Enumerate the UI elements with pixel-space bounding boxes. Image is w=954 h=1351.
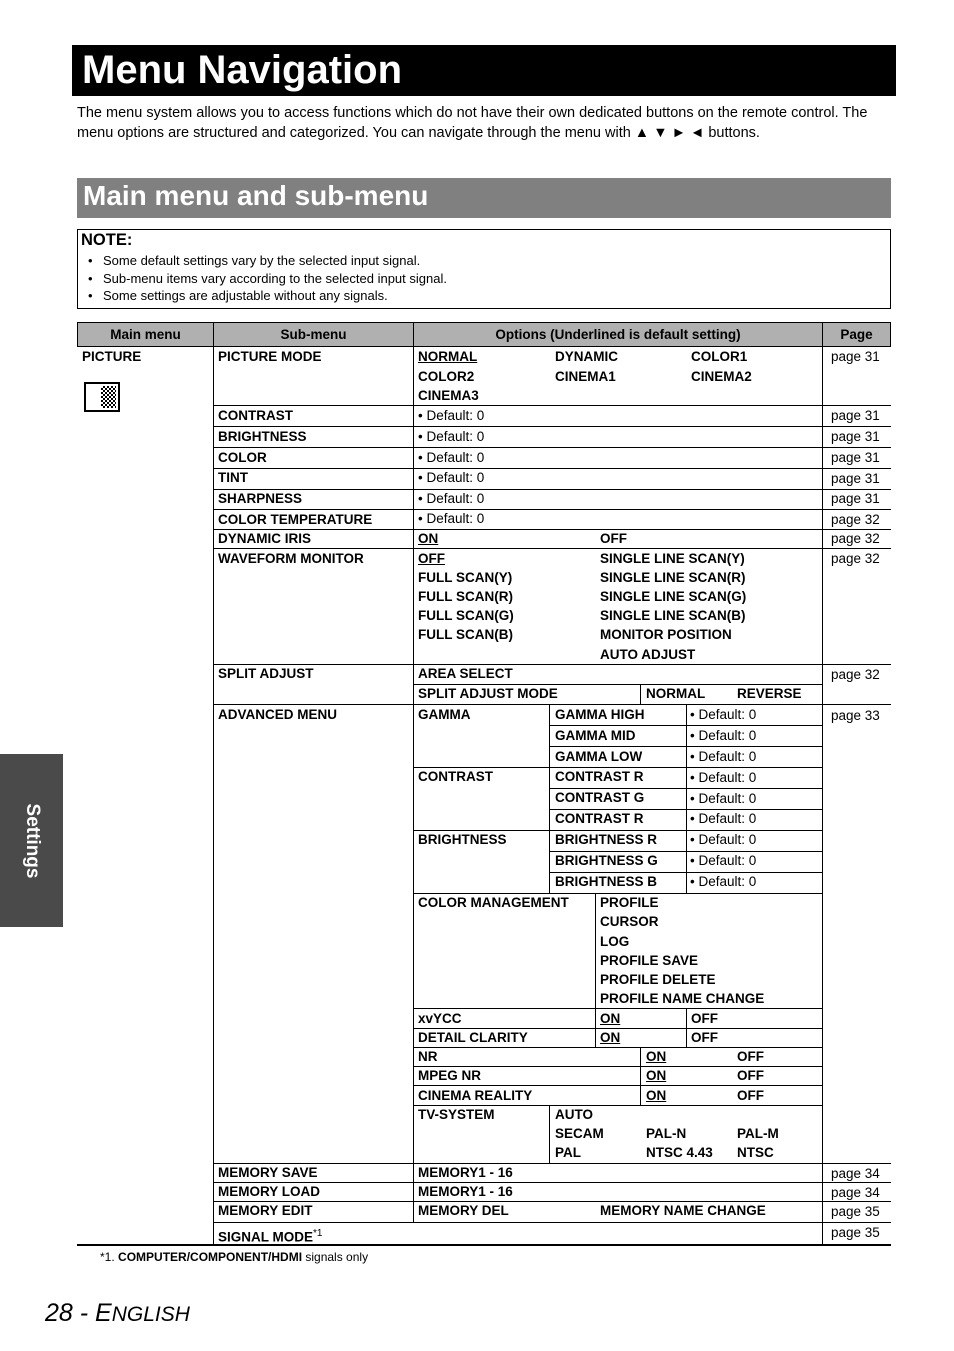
- default-value: Default: 0: [698, 770, 757, 785]
- page-ref: page 32: [831, 512, 880, 527]
- cm-log: LOG: [600, 934, 630, 949]
- default-value: Default: 0: [426, 408, 485, 423]
- adv-brightness: BRIGHTNESS: [418, 832, 507, 847]
- divider: [213, 664, 891, 665]
- opt-on: ON: [646, 1049, 667, 1064]
- divider: [213, 489, 891, 490]
- note-item: • Some settings are adjustable without any signals.: [78, 287, 447, 305]
- divider: [213, 1222, 891, 1223]
- page-ref: page 34: [831, 1166, 880, 1181]
- adv-gamma-high: GAMMA HIGH: [555, 707, 645, 722]
- adv-brightness-g: BRIGHTNESS G: [555, 853, 658, 868]
- opt-memory-name-change: MEMORY NAME CHANGE: [600, 1203, 766, 1218]
- default-value: Default: 0: [426, 470, 485, 485]
- opt-dynamic: DYNAMIC: [555, 349, 618, 364]
- tv-secam: SECAM: [555, 1126, 604, 1141]
- page-number: 28 -: [45, 1299, 96, 1327]
- default-bullet: • Default: 0: [690, 874, 757, 889]
- divider: [213, 405, 891, 406]
- opt-cinema3: CINEMA3: [418, 388, 479, 403]
- opt-memory-save: MEMORY1 - 16: [418, 1165, 513, 1180]
- sub-picture-mode: PICTURE MODE: [218, 349, 322, 364]
- page-ref: page 31: [831, 491, 880, 506]
- col-header-main-menu: Main menu: [77, 322, 214, 347]
- opt-single-line-y: SINGLE LINE SCAN(Y): [600, 551, 745, 566]
- opt-full-scan-b: FULL SCAN(B): [418, 627, 513, 642]
- tv-pal-m: PAL-M: [737, 1126, 779, 1141]
- side-tab: [0, 754, 63, 927]
- opt-memory-load: MEMORY1 - 16: [418, 1184, 513, 1199]
- opt-single-line-g: SINGLE LINE SCAN(G): [600, 589, 747, 604]
- sub-dynamic-iris: DYNAMIC IRIS: [218, 531, 312, 546]
- note-box: [77, 229, 891, 309]
- col-header-sub-menu: Sub-menu: [213, 322, 414, 347]
- sub-memory-load: MEMORY LOAD: [218, 1184, 321, 1199]
- note-title: NOTE:: [81, 231, 133, 249]
- note-item: • Sub-menu items vary according to the selected input signal.: [78, 270, 447, 288]
- page-ref: page 35: [831, 1204, 880, 1219]
- page-ref: page 32: [831, 667, 880, 682]
- divider: [549, 704, 550, 893]
- sub-memory-save: MEMORY SAVE: [218, 1165, 318, 1180]
- default-value: Default: 0: [698, 832, 757, 847]
- signal-mode-label: SIGNAL MODE: [218, 1229, 314, 1245]
- footnote-mark: *1.: [100, 1250, 115, 1264]
- footnote-ref: *1: [313, 1228, 323, 1239]
- default-value: Default: 0: [426, 450, 485, 465]
- opt-color1: COLOR1: [691, 349, 748, 364]
- picture-mode-icon: [84, 382, 120, 412]
- adv-gamma-mid: GAMMA MID: [555, 728, 636, 743]
- divider: [213, 347, 214, 1246]
- default-value: Default: 0: [698, 749, 757, 764]
- default-bullet: • Default: 0: [690, 791, 757, 806]
- opt-normal: NORMAL: [418, 349, 478, 364]
- tv-pal-n: PAL-N: [646, 1126, 687, 1141]
- page-title: Menu Navigation: [82, 48, 403, 92]
- page-ref: page 31: [831, 450, 880, 465]
- opt-color2: COLOR2: [418, 369, 475, 384]
- default-value: Default: 0: [426, 429, 485, 444]
- opt-area-select: AREA SELECT: [418, 666, 513, 681]
- opt-reverse: REVERSE: [737, 686, 802, 701]
- adv-contrast-g: CONTRAST G: [555, 790, 645, 805]
- opt-off: OFF: [737, 1049, 764, 1064]
- picture-icon-pattern: [101, 386, 116, 408]
- divider: [686, 704, 687, 893]
- cm-profile-delete: PROFILE DELETE: [600, 972, 716, 987]
- page-ref: page 35: [831, 1225, 880, 1240]
- default-bullet: • Default: 0: [690, 728, 757, 743]
- footer-lang-rest: NGLISH: [111, 1303, 190, 1326]
- default-bullet: • Default: 0: [418, 429, 485, 444]
- title-bar: [72, 45, 896, 96]
- page-ref: page 31: [831, 429, 880, 444]
- adv-contrast-r: CONTRAST R: [555, 769, 644, 784]
- default-bullet: • Default: 0: [418, 511, 485, 526]
- side-tab-label: Settings: [21, 803, 43, 878]
- opt-off: OFF: [418, 551, 445, 566]
- sub-sharpness: SHARPNESS: [218, 491, 303, 506]
- adv-xvycc: xvYCC: [418, 1011, 462, 1026]
- adv-gamma-low: GAMMA LOW: [555, 749, 643, 764]
- opt-off: OFF: [737, 1088, 764, 1103]
- divider: [549, 1105, 550, 1163]
- sub-brightness: BRIGHTNESS: [218, 429, 307, 444]
- sub-memory-edit: MEMORY EDIT: [218, 1203, 313, 1218]
- opt-on: ON: [646, 1088, 667, 1103]
- divider: [213, 426, 891, 427]
- sub-contrast: CONTRAST: [218, 408, 293, 423]
- adv-brightness-r: BRIGHTNESS R: [555, 832, 658, 847]
- divider: [640, 1047, 641, 1105]
- note-list: [78, 252, 447, 305]
- opt-single-line-r: SINGLE LINE SCAN(R): [600, 570, 746, 585]
- opt-on: ON: [418, 531, 439, 546]
- sub-color: COLOR: [218, 450, 267, 465]
- opt-monitor-position: MONITOR POSITION: [600, 627, 732, 642]
- divider: [413, 347, 414, 1223]
- default-bullet: • Default: 0: [690, 811, 757, 826]
- page-ref: page 31: [831, 408, 880, 423]
- opt-cinema1: CINEMA1: [555, 369, 616, 384]
- adv-gamma: GAMMA: [418, 707, 471, 722]
- opt-off: OFF: [737, 1068, 764, 1083]
- adv-contrast-r2: CONTRAST R: [555, 811, 644, 826]
- opt-on: ON: [600, 1011, 621, 1026]
- default-bullet: • Default: 0: [690, 770, 757, 785]
- default-bullet: • Default: 0: [418, 450, 485, 465]
- adv-color-management: COLOR MANAGEMENT: [418, 895, 569, 910]
- note-item: • Some default settings vary by the selected input signal.: [78, 252, 447, 270]
- default-value: Default: 0: [698, 811, 757, 826]
- tv-ntsc: NTSC: [737, 1145, 774, 1160]
- col-header-options: Options (Underlined is default setting): [413, 322, 823, 347]
- opt-off: OFF: [600, 531, 627, 546]
- divider: [822, 347, 823, 1246]
- tv-auto: AUTO: [555, 1107, 594, 1122]
- default-value: Default: 0: [698, 728, 757, 743]
- sub-split-adjust: SPLIT ADJUST: [218, 666, 314, 681]
- main-menu-picture: PICTURE: [82, 349, 142, 364]
- page-footer: [45, 1299, 190, 1328]
- cm-profile-save: PROFILE SAVE: [600, 953, 699, 968]
- footer-lang-initial: E: [95, 1299, 112, 1327]
- cm-profile-name-change: PROFILE NAME CHANGE: [600, 991, 765, 1006]
- page-ref: page 33: [831, 708, 880, 723]
- opt-on: ON: [600, 1030, 621, 1045]
- adv-mpeg-nr: MPEG NR: [418, 1068, 482, 1083]
- page-ref: page 34: [831, 1185, 880, 1200]
- opt-full-scan-g: FULL SCAN(G): [418, 608, 514, 623]
- default-bullet: • Default: 0: [418, 491, 485, 506]
- divider: [213, 468, 891, 469]
- default-bullet: • Default: 0: [690, 832, 757, 847]
- opt-off: OFF: [691, 1011, 718, 1026]
- sub-waveform-monitor: WAVEFORM MONITOR: [218, 551, 364, 566]
- adv-cinema-reality: CINEMA REALITY: [418, 1088, 533, 1103]
- default-value: Default: 0: [698, 874, 757, 889]
- opt-on: ON: [646, 1068, 667, 1083]
- default-bullet: • Default: 0: [418, 470, 485, 485]
- opt-single-line-b: SINGLE LINE SCAN(B): [600, 608, 746, 623]
- adv-contrast: CONTRAST: [418, 769, 493, 784]
- page-ref: page 32: [831, 551, 880, 566]
- default-value: Default: 0: [426, 491, 485, 506]
- opt-auto-adjust: AUTO ADJUST: [600, 647, 696, 662]
- opt-memory-del: MEMORY DEL: [418, 1203, 509, 1218]
- cm-cursor: CURSOR: [600, 914, 659, 929]
- col-header-page: Page: [822, 322, 891, 347]
- opt-full-scan-r: FULL SCAN(R): [418, 589, 513, 604]
- default-bullet: • Default: 0: [690, 749, 757, 764]
- default-bullet: • Default: 0: [690, 707, 757, 722]
- section-title: Main menu and sub-menu: [83, 180, 429, 211]
- intro-text: The menu system allows you to access functions which do not have their own dedicated buttons on the remote control. The menu options are structured and categorized. You can navigate through the menu with ▲ ▼ ► ◄ buttons.: [77, 105, 868, 141]
- cm-profile: PROFILE: [600, 895, 659, 910]
- divider: [640, 684, 641, 704]
- opt-full-scan-y: FULL SCAN(Y): [418, 570, 513, 585]
- tv-pal: PAL: [555, 1145, 581, 1160]
- default-value: Default: 0: [698, 791, 757, 806]
- tv-ntsc-443: NTSC 4.43: [646, 1145, 713, 1160]
- adv-detail-clarity: DETAIL CLARITY: [418, 1030, 528, 1045]
- opt-off: OFF: [691, 1030, 718, 1045]
- sub-signal-mode: [218, 1224, 322, 1247]
- page-ref: page 32: [831, 531, 880, 546]
- sub-color-temperature: COLOR TEMPERATURE: [218, 512, 373, 527]
- default-bullet: • Default: 0: [418, 408, 485, 423]
- sub-tint: TINT: [218, 470, 248, 485]
- default-value: Default: 0: [698, 707, 757, 722]
- divider: [213, 447, 891, 448]
- page-ref: page 31: [831, 471, 880, 486]
- footnote-signals: COMPUTER/COMPONENT/HDMI: [118, 1250, 303, 1264]
- table-bottom-rule: [77, 1244, 891, 1246]
- divider: [595, 893, 596, 1047]
- footnote-rest: signals only: [302, 1250, 369, 1264]
- default-bullet: • Default: 0: [690, 853, 757, 868]
- default-value: Default: 0: [426, 511, 485, 526]
- section-bar: [77, 178, 891, 218]
- default-value: Default: 0: [698, 853, 757, 868]
- sub-advanced-menu: ADVANCED MENU: [218, 707, 338, 722]
- page-ref: page 31: [831, 349, 880, 364]
- adv-nr: NR: [418, 1049, 438, 1064]
- adv-tv-system: TV-SYSTEM: [418, 1107, 495, 1122]
- adv-brightness-b: BRIGHTNESS B: [555, 874, 658, 889]
- opt-normal: NORMAL: [646, 686, 706, 701]
- opt-split-adjust-mode: SPLIT ADJUST MODE: [418, 686, 558, 701]
- footnote: [100, 1250, 368, 1264]
- opt-cinema2: CINEMA2: [691, 369, 752, 384]
